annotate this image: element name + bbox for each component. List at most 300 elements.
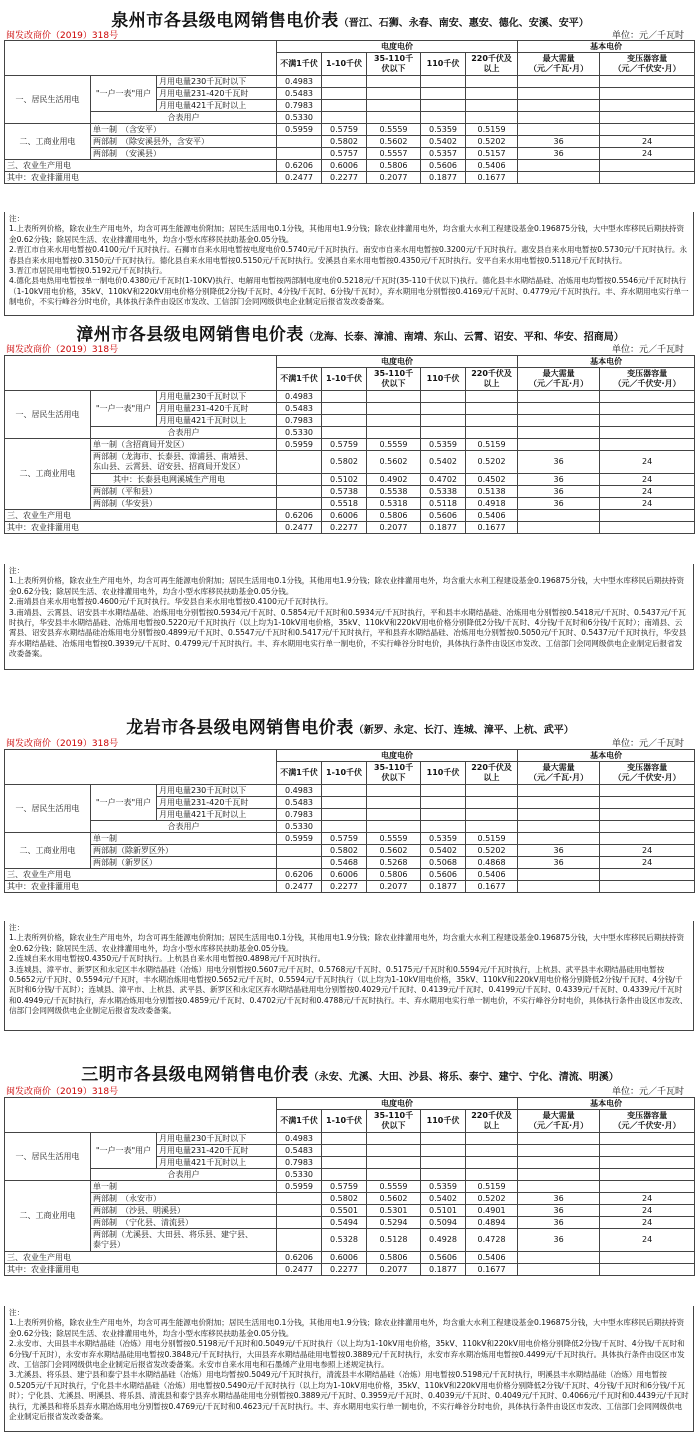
unit-label: 单位：元／千瓦时 bbox=[611, 1087, 684, 1097]
table-title bbox=[0, 1060, 700, 1085]
empty-cell bbox=[518, 439, 600, 451]
price-cell: 0.5606 bbox=[421, 1252, 466, 1264]
empty-cell bbox=[518, 112, 600, 124]
table-title-counties: （晋江、石狮、永春、南安、惠安、德化、安溪、安平） bbox=[338, 18, 589, 29]
notes-sanming bbox=[4, 1306, 694, 1432]
empty-cell bbox=[466, 821, 518, 833]
price-cell: 0.2077 bbox=[367, 522, 421, 534]
col-header-220kv bbox=[466, 762, 518, 785]
row-label-single-rate: 单一制（含招商局开发区） bbox=[91, 439, 277, 451]
empty-cell bbox=[600, 809, 695, 821]
row-label-two-part: 两部制（新罗区） bbox=[91, 857, 277, 869]
empty-cell bbox=[518, 427, 600, 439]
price-cell: 0.5602 bbox=[367, 136, 421, 148]
price-cell: 0.5138 bbox=[466, 486, 518, 498]
col-header-energy-price: 电度电价 bbox=[277, 356, 518, 368]
row-group-residential: 一、居民生活用电 bbox=[5, 76, 91, 124]
transformer-cell: 24 bbox=[600, 486, 695, 498]
price-cell: 0.1677 bbox=[466, 172, 518, 184]
col-header-max-demand bbox=[518, 762, 600, 785]
price-cell: 0.5159 bbox=[466, 439, 518, 451]
empty-cell bbox=[421, 427, 466, 439]
price-cell: 0.4928 bbox=[421, 1229, 466, 1252]
document-reference: 闽发改商价（2019）318号 bbox=[6, 1087, 119, 1097]
table-title-counties: （永安、尤溪、大田、沙县、将乐、泰宁、建宁、宁化、清流、明溪） bbox=[308, 1072, 619, 1083]
empty-cell bbox=[421, 76, 466, 88]
empty-cell bbox=[367, 100, 421, 112]
col-header-35-110kv-line2: 伏以下 bbox=[381, 773, 406, 782]
price-table-longyan bbox=[4, 749, 695, 893]
empty-cell bbox=[322, 821, 367, 833]
empty-cell bbox=[600, 821, 695, 833]
col-header-220kv-line1: 220千伏及 bbox=[471, 369, 512, 378]
empty-cell bbox=[600, 1264, 695, 1276]
empty-cell bbox=[600, 833, 695, 845]
empty-cell bbox=[367, 415, 421, 427]
col-header-category bbox=[5, 41, 277, 76]
col-header-220kv-line1: 220千伏及 bbox=[471, 1111, 512, 1120]
price-cell: 0.5559 bbox=[367, 124, 421, 136]
notes-heading: 注： bbox=[9, 566, 25, 575]
price-cell: 0.5559 bbox=[367, 439, 421, 451]
document-reference: 闽发改商价（2019）318号 bbox=[6, 31, 119, 41]
price-cell: 0.5959 bbox=[277, 439, 322, 451]
price-cell: 0.5959 bbox=[277, 1181, 322, 1193]
empty-cell bbox=[367, 403, 421, 415]
row-group-one-meter: "一户一表"用户 bbox=[91, 391, 157, 427]
col-header-220kv bbox=[466, 1110, 518, 1133]
empty-cell bbox=[277, 136, 322, 148]
row-label-single-rate: 单一制 bbox=[91, 1181, 277, 1193]
col-header-energy-price: 电度电价 bbox=[277, 41, 518, 53]
price-cell: 0.2477 bbox=[277, 522, 322, 534]
row-label-two-part: 两部制 （沙县、明溪县） bbox=[91, 1205, 277, 1217]
table-title-main: 漳州市各县级电网销售电价表 bbox=[76, 325, 304, 345]
price-cell: 0.1877 bbox=[421, 1264, 466, 1276]
empty-cell bbox=[466, 112, 518, 124]
col-header-1-10kv: 1-10千伏 bbox=[322, 53, 367, 76]
transformer-cell: 24 bbox=[600, 845, 695, 857]
empty-cell bbox=[367, 1169, 421, 1181]
price-cell: 0.4868 bbox=[466, 857, 518, 869]
price-cell: 0.5330 bbox=[277, 427, 322, 439]
price-cell: 0.5483 bbox=[277, 403, 322, 415]
note-item: 2.永安市、大田县丰水期结晶硅（冶炼）用电分别暂按0.5198元/千瓦时和0.5049元/千瓦时执行（以上均为1-10kV用电价格，35kV、110kV和220kV用电价格分别降低2分钱/千瓦时、4分钱/千瓦时和6分钱/千瓦时），永安市弃水期结晶硅用电暂按0.3848元/千瓦时执行，大田县弃水期结晶硅用电暂按0.3889元/千瓦时执行，永安市弃水期冶炼用电暂按0.4499元/千瓦时执行。具体执行条件由设区市发改、工信部门会同网级供电企业制定后报省发改委备案。永安市自来水用电和石墨烯产业用电参照上述规定执行。 bbox=[9, 1339, 685, 1370]
empty-cell bbox=[518, 881, 600, 893]
price-cell: 0.5357 bbox=[421, 148, 466, 160]
price-cell: 0.4894 bbox=[466, 1217, 518, 1229]
row-label-two-part-line2: 东山县、云霄县、诏安县、招商局开发区） bbox=[93, 462, 245, 471]
empty-cell bbox=[600, 427, 695, 439]
price-cell: 0.5068 bbox=[421, 857, 466, 869]
col-header-transformer-line1: 变压器容量 bbox=[627, 763, 668, 772]
col-header-category bbox=[5, 1098, 277, 1133]
transformer-cell: 24 bbox=[600, 857, 695, 869]
empty-cell bbox=[466, 88, 518, 100]
row-label-agri-drainage: 其中：农业排灌用电 bbox=[5, 881, 277, 893]
empty-cell bbox=[421, 785, 466, 797]
notes-zhangzhou bbox=[4, 564, 694, 670]
empty-cell bbox=[322, 391, 367, 403]
row-label-two-part bbox=[91, 1229, 277, 1252]
price-cell: 0.5557 bbox=[367, 148, 421, 160]
empty-cell bbox=[421, 1145, 466, 1157]
empty-cell bbox=[421, 1133, 466, 1145]
row-label-tier1: 月用电量230千瓦时以下 bbox=[157, 76, 277, 88]
empty-cell bbox=[600, 1252, 695, 1264]
price-cell: 0.5330 bbox=[277, 821, 322, 833]
price-cell: 0.5159 bbox=[466, 124, 518, 136]
empty-cell bbox=[600, 172, 695, 184]
notes-heading: 注： bbox=[9, 1308, 25, 1317]
empty-cell bbox=[421, 403, 466, 415]
price-cell: 0.5202 bbox=[466, 451, 518, 474]
empty-cell bbox=[421, 88, 466, 100]
empty-cell bbox=[277, 1193, 322, 1205]
price-cell: 0.6006 bbox=[322, 1252, 367, 1264]
col-header-max-demand-line1: 最大需量 bbox=[542, 369, 575, 378]
col-header-220kv-line2: 以上 bbox=[483, 64, 500, 73]
table-title-counties: （龙海、长泰、漳浦、南靖、东山、云霄、诏安、平和、华安、招商局） bbox=[303, 332, 624, 343]
price-cell: 0.6206 bbox=[277, 869, 322, 881]
col-header-basic-price: 基本电价 bbox=[518, 356, 695, 368]
col-header-220kv-line2: 以上 bbox=[483, 773, 500, 782]
price-cell: 0.6206 bbox=[277, 510, 322, 522]
price-table-zhangzhou bbox=[4, 355, 695, 534]
empty-cell bbox=[421, 809, 466, 821]
price-cell: 0.5330 bbox=[277, 112, 322, 124]
notes-longyan bbox=[4, 921, 694, 1031]
price-cell: 0.5402 bbox=[421, 451, 466, 474]
price-cell: 0.5338 bbox=[421, 486, 466, 498]
row-group-commercial: 二、工商业用电 bbox=[5, 439, 91, 510]
row-label-tier1: 月用电量230千瓦时以下 bbox=[157, 391, 277, 403]
transformer-cell: 24 bbox=[600, 451, 695, 474]
col-header-220kv bbox=[466, 53, 518, 76]
price-cell: 0.6206 bbox=[277, 1252, 322, 1264]
empty-cell bbox=[518, 1169, 600, 1181]
empty-cell bbox=[322, 112, 367, 124]
row-group-commercial: 二、工商业用电 bbox=[5, 124, 91, 160]
price-cell: 0.6006 bbox=[322, 160, 367, 172]
note-item: 2.南靖县自来水用电暂按0.4600元/千瓦时执行。华安县自来水用电暂按0.4100元/千瓦时执行。 bbox=[9, 597, 333, 607]
col-header-1-10kv: 1-10千伏 bbox=[322, 1110, 367, 1133]
empty-cell bbox=[421, 797, 466, 809]
price-cell: 0.5406 bbox=[466, 1252, 518, 1264]
row-label-combined: 合表用户 bbox=[91, 112, 277, 124]
row-label-two-part: 两部制 （安溪县） bbox=[91, 148, 277, 160]
col-header-transformer-line2: （元／千伏安·月） bbox=[613, 1121, 681, 1130]
row-label-tier1: 月用电量230千瓦时以下 bbox=[157, 1133, 277, 1145]
note-item: 3.南靖县、云霄县、诏安县丰水期结晶硅、冶炼用电分别暂按0.5934元/千瓦时、0.5854元/千瓦时和0.5934元/千瓦时执行，平和县丰水期结晶硅、冶炼用电分别暂按0.5418元/千瓦时、0.5437元/千瓦时执行，华安县丰水期结晶硅、冶炼用电暂按0.5220元/千瓦时执行（以上均为1-10kV用电价格，35kV、110kV和220kV用电价格分别降低2分钱/千瓦时、4分钱/千瓦时和6分钱/千瓦时）；南靖县、云霄县、诏安县弃水期结晶硅冶炼用电分别暂按0.4899元/千瓦时、0.5547元/千瓦时和0.5417元/千瓦时执行，平和县弃水期结晶硅、冶炼用电分别暂按0.5050元/千瓦时、0.5437元/千瓦时执行，华安县弃水期结晶硅、冶炼用电暂按0.3939元/千瓦时、0.4799元/千瓦时执行。丰、弃水期用电实行单一制电价，不实行峰谷分时电价，具体执行条件由设区市发改、工信部门会同网级供电企业制定后报省发改委备案。 bbox=[9, 607, 687, 659]
empty-cell bbox=[600, 100, 695, 112]
max-demand-cell: 36 bbox=[518, 451, 600, 474]
col-header-220kv-line1: 220千伏及 bbox=[471, 763, 512, 772]
empty-cell bbox=[600, 439, 695, 451]
empty-cell bbox=[367, 821, 421, 833]
empty-cell bbox=[518, 100, 600, 112]
empty-cell bbox=[367, 1157, 421, 1169]
empty-cell bbox=[367, 797, 421, 809]
empty-cell bbox=[322, 76, 367, 88]
document-reference: 闽发改商价（2019）318号 bbox=[6, 739, 119, 749]
price-cell: 0.5738 bbox=[322, 486, 367, 498]
price-cell: 0.4902 bbox=[367, 474, 421, 486]
price-cell: 0.2077 bbox=[367, 881, 421, 893]
empty-cell bbox=[322, 797, 367, 809]
empty-cell bbox=[518, 821, 600, 833]
empty-cell bbox=[518, 797, 600, 809]
price-cell: 0.7983 bbox=[277, 415, 322, 427]
price-cell: 0.5494 bbox=[322, 1217, 367, 1229]
max-demand-cell: 36 bbox=[518, 474, 600, 486]
empty-cell bbox=[277, 474, 322, 486]
price-cell: 0.4983 bbox=[277, 76, 322, 88]
col-header-transformer bbox=[600, 368, 695, 391]
empty-cell bbox=[322, 785, 367, 797]
price-cell: 0.5757 bbox=[322, 148, 367, 160]
price-cell: 0.5359 bbox=[421, 439, 466, 451]
empty-cell bbox=[322, 1133, 367, 1145]
price-cell: 0.5602 bbox=[367, 451, 421, 474]
price-cell: 0.1677 bbox=[466, 1264, 518, 1276]
transformer-cell: 24 bbox=[600, 1229, 695, 1252]
price-cell: 0.5406 bbox=[466, 160, 518, 172]
notes-heading: 注： bbox=[9, 214, 25, 223]
max-demand-cell: 36 bbox=[518, 136, 600, 148]
table-title-counties: （新罗、永定、长汀、连城、漳平、上杭、武平） bbox=[353, 725, 574, 736]
price-cell: 0.5802 bbox=[322, 451, 367, 474]
max-demand-cell: 36 bbox=[518, 486, 600, 498]
price-cell: 0.5759 bbox=[322, 833, 367, 845]
empty-cell bbox=[322, 403, 367, 415]
note-item: 3.尤溪县、将乐县、建宁县和泰宁县丰水期结晶硅（冶炼）用电均暂按0.5049元/千瓦时执行，清流县丰水期结晶硅（冶炼）用电暂按0.5198元/千瓦时执行，明溪县丰水期结晶硅（冶炼）用电暂按0.5205元/千瓦时执行，宁化县丰水期结晶硅（冶炼）用电暂按0.5490元/千瓦时执行（以上均为1-10kV用电价格，35kV、110kV和220kV用电价格分别降低2分钱/千瓦时、4分钱/千瓦时和6分钱/千瓦时）；宁化县、尤溪县、明溪县、将乐县、清流县和泰宁县弃水期结晶硅用电分别暂按0.3889元/千瓦时、0.3959元/千瓦时、0.4039元/千瓦时、0.4049元/千瓦时、0.4066元/千瓦时和0.4439元/千瓦时执行，尤溪县和将乐县弃水期冶炼用电分别暂按0.4769元/千瓦时和0.4623元/千瓦时执行。丰、弃水期用电实行单一制电价，不实行峰谷分时电价，具体执行条件由设区市发改、工信部门会同网级供电企业制定后报省发改委备案。 bbox=[9, 1370, 689, 1422]
price-cell: 0.5559 bbox=[367, 833, 421, 845]
col-header-max-demand bbox=[518, 53, 600, 76]
empty-cell bbox=[466, 415, 518, 427]
empty-cell bbox=[518, 869, 600, 881]
empty-cell bbox=[322, 1145, 367, 1157]
price-cell: 0.2077 bbox=[367, 172, 421, 184]
empty-cell bbox=[518, 809, 600, 821]
empty-cell bbox=[466, 1169, 518, 1181]
col-header-transformer-line1: 变压器容量 bbox=[627, 369, 668, 378]
empty-cell bbox=[518, 833, 600, 845]
row-label-tier3: 月用电量421千瓦时以上 bbox=[157, 100, 277, 112]
empty-cell bbox=[518, 1157, 600, 1169]
price-cell: 0.5802 bbox=[322, 1193, 367, 1205]
price-cell: 0.5759 bbox=[322, 1181, 367, 1193]
unit-label: 单位：元／千瓦时 bbox=[611, 31, 684, 41]
col-header-1-10kv: 1-10千伏 bbox=[322, 368, 367, 391]
price-cell: 0.4983 bbox=[277, 1133, 322, 1145]
empty-cell bbox=[518, 391, 600, 403]
empty-cell bbox=[600, 797, 695, 809]
col-header-max-demand-line1: 最大需量 bbox=[542, 54, 575, 63]
table-title-main: 泉州市各县级电网销售电价表 bbox=[111, 11, 339, 31]
price-cell: 0.5402 bbox=[421, 1193, 466, 1205]
col-header-110kv: 110千伏 bbox=[421, 368, 466, 391]
col-header-110kv: 110千伏 bbox=[421, 1110, 466, 1133]
price-cell: 0.5806 bbox=[367, 869, 421, 881]
row-label-tier3: 月用电量421千瓦时以上 bbox=[157, 415, 277, 427]
price-cell: 0.5406 bbox=[466, 869, 518, 881]
price-cell: 0.2477 bbox=[277, 1264, 322, 1276]
empty-cell bbox=[322, 415, 367, 427]
row-label-agri-drainage: 其中：农业排灌用电 bbox=[5, 522, 277, 534]
price-cell: 0.7983 bbox=[277, 1157, 322, 1169]
col-header-category bbox=[5, 356, 277, 391]
empty-cell bbox=[322, 809, 367, 821]
empty-cell bbox=[518, 76, 600, 88]
col-header-35-110kv bbox=[367, 53, 421, 76]
price-cell: 0.5468 bbox=[322, 857, 367, 869]
empty-cell bbox=[600, 415, 695, 427]
empty-cell bbox=[518, 522, 600, 534]
empty-cell bbox=[367, 112, 421, 124]
price-cell: 0.4918 bbox=[466, 498, 518, 510]
row-label-tier3: 月用电量421千瓦时以上 bbox=[157, 1157, 277, 1169]
max-demand-cell: 36 bbox=[518, 1229, 600, 1252]
price-cell: 0.5959 bbox=[277, 833, 322, 845]
row-label-two-part: 两部制 （永安市） bbox=[91, 1193, 277, 1205]
price-cell: 0.6006 bbox=[322, 510, 367, 522]
empty-cell bbox=[600, 881, 695, 893]
row-group-commercial: 二、工商业用电 bbox=[5, 1181, 91, 1252]
max-demand-cell: 36 bbox=[518, 1217, 600, 1229]
col-header-35-110kv bbox=[367, 762, 421, 785]
empty-cell bbox=[421, 1157, 466, 1169]
col-header-110kv: 110千伏 bbox=[421, 762, 466, 785]
transformer-cell: 24 bbox=[600, 1193, 695, 1205]
col-header-35-110kv bbox=[367, 368, 421, 391]
transformer-cell: 24 bbox=[600, 148, 695, 160]
col-header-transformer bbox=[600, 762, 695, 785]
price-cell: 0.5483 bbox=[277, 88, 322, 100]
col-header-max-demand-line2: （元／千瓦·月） bbox=[529, 64, 589, 73]
empty-cell bbox=[466, 76, 518, 88]
col-header-35-110kv bbox=[367, 1110, 421, 1133]
transformer-cell: 24 bbox=[600, 498, 695, 510]
empty-cell bbox=[600, 76, 695, 88]
max-demand-cell: 36 bbox=[518, 148, 600, 160]
price-cell: 0.5101 bbox=[421, 1205, 466, 1217]
price-cell: 0.5157 bbox=[466, 148, 518, 160]
empty-cell bbox=[600, 1133, 695, 1145]
price-cell: 0.5518 bbox=[322, 498, 367, 510]
price-cell: 0.5330 bbox=[277, 1169, 322, 1181]
col-header-max-demand-line2: （元／千瓦·月） bbox=[529, 773, 589, 782]
transformer-cell: 24 bbox=[600, 1217, 695, 1229]
price-cell: 0.5806 bbox=[367, 1252, 421, 1264]
col-header-energy-price: 电度电价 bbox=[277, 1098, 518, 1110]
row-label-tier2: 月用电量231-420千瓦时 bbox=[157, 797, 277, 809]
price-cell: 0.5118 bbox=[421, 498, 466, 510]
transformer-cell: 24 bbox=[600, 1205, 695, 1217]
notes-quanzhou bbox=[4, 212, 694, 316]
price-cell: 0.2477 bbox=[277, 881, 322, 893]
empty-cell bbox=[277, 1217, 322, 1229]
note-item: 3.晋江市居民用电暂按0.5192元/千瓦时执行。 bbox=[9, 266, 167, 276]
empty-cell bbox=[518, 1252, 600, 1264]
empty-cell bbox=[277, 486, 322, 498]
price-cell: 0.7983 bbox=[277, 809, 322, 821]
col-header-transformer bbox=[600, 1110, 695, 1133]
col-header-under-1kv: 不满1千伏 bbox=[277, 762, 322, 785]
row-label-combined: 合表用户 bbox=[91, 1169, 277, 1181]
empty-cell bbox=[518, 1133, 600, 1145]
empty-cell bbox=[277, 1229, 322, 1252]
price-cell: 0.5759 bbox=[322, 124, 367, 136]
transformer-cell: 24 bbox=[600, 136, 695, 148]
price-cell: 0.5806 bbox=[367, 160, 421, 172]
col-header-220kv-line1: 220千伏及 bbox=[471, 54, 512, 63]
col-header-max-demand bbox=[518, 368, 600, 391]
price-cell: 0.6006 bbox=[322, 869, 367, 881]
price-cell: 0.5759 bbox=[322, 439, 367, 451]
price-cell: 0.2277 bbox=[322, 881, 367, 893]
col-header-basic-price: 基本电价 bbox=[518, 1098, 695, 1110]
note-item: 1.上表所列价格，除农业生产用电外，均含可再生能源电价附加；居民生活用电0.1分钱，其他用电1.9分钱；除农业排灌用电外，均含重大水利工程建设基金0.196875分钱，大中型水库移民后期扶持资金0.62分钱；除居民生活、农业排灌用电外，均含小型水库移民扶助基金0.05分钱。 bbox=[9, 933, 685, 953]
row-label-two-part bbox=[91, 451, 277, 474]
price-cell: 0.5802 bbox=[322, 845, 367, 857]
empty-cell bbox=[518, 415, 600, 427]
empty-cell bbox=[421, 112, 466, 124]
col-header-110kv: 110千伏 bbox=[421, 53, 466, 76]
empty-cell bbox=[600, 160, 695, 172]
empty-cell bbox=[322, 1157, 367, 1169]
empty-cell bbox=[367, 427, 421, 439]
row-label-agri-drainage: 其中：农业排灌用电 bbox=[5, 172, 277, 184]
price-cell: 0.5159 bbox=[466, 833, 518, 845]
price-cell: 0.5359 bbox=[421, 833, 466, 845]
empty-cell bbox=[322, 1169, 367, 1181]
row-label-two-part: 两部制 （宁化县、清流县） bbox=[91, 1217, 277, 1229]
note-item: 1.上表所列价格，除农业生产用电外，均含可再生能源电价附加；居民生活用电0.1分钱，其他用电1.9分钱；除农业排灌用电外，均含重大水利工程建设基金0.196875分钱，大中型水库移民后期扶持资金0.62分钱；除居民生活、农业排灌用电外，均含小型水库移民扶助基金0.05分钱。 bbox=[9, 1318, 685, 1338]
empty-cell bbox=[367, 391, 421, 403]
note-item: 4.德化县电热用电暂按单一制电价0.4380元/千瓦时(1-10KV)执行、电解用电暂按两部制电度电价0.5218元/千瓦时(35-110千伏以下)执行。德化县丰水期结晶硅、冶炼用电均暂按0.5546元/千瓦时执行（1-10kV用电价格，35kV、110kV和220kV用电价格分别降低2分钱/千瓦时、4分钱/千瓦时、6分钱/千瓦时），弃水期用电分别暂按0.4169元/千瓦时、0.4779元/千瓦时执行。丰、弃水期用电实行单一制电价，不实行峰谷分时电价，具体执行条件由设区市发改、工信部门会同网级供电企业制定后报省发改委备案。 bbox=[9, 276, 689, 307]
row-label-combined: 合表用户 bbox=[91, 821, 277, 833]
col-header-transformer-line1: 变压器容量 bbox=[627, 1111, 668, 1120]
col-header-35-110kv-line2: 伏以下 bbox=[381, 1121, 406, 1130]
col-header-basic-price: 基本电价 bbox=[518, 41, 695, 53]
empty-cell bbox=[277, 451, 322, 474]
col-header-transformer-line2: （元／千伏安·月） bbox=[613, 773, 681, 782]
row-label-tier2: 月用电量231-420千瓦时 bbox=[157, 88, 277, 100]
empty-cell bbox=[466, 797, 518, 809]
empty-cell bbox=[421, 1169, 466, 1181]
row-label-two-part: 两部制 （除安溪县外，含安平） bbox=[91, 136, 277, 148]
empty-cell bbox=[600, 391, 695, 403]
price-cell: 0.5402 bbox=[421, 845, 466, 857]
row-label-agri-drainage: 其中：农业排灌用电 bbox=[5, 1264, 277, 1276]
col-header-under-1kv: 不满1千伏 bbox=[277, 53, 322, 76]
price-cell: 0.5606 bbox=[421, 869, 466, 881]
document-reference: 闽发改商价（2019）318号 bbox=[6, 345, 119, 355]
price-cell: 0.1877 bbox=[421, 522, 466, 534]
empty-cell bbox=[466, 1133, 518, 1145]
price-cell: 0.5501 bbox=[322, 1205, 367, 1217]
price-table-quanzhou bbox=[4, 40, 695, 184]
empty-cell bbox=[518, 1181, 600, 1193]
row-label-single-rate: 单一制 （含安平） bbox=[91, 124, 277, 136]
price-cell: 0.5406 bbox=[466, 510, 518, 522]
empty-cell bbox=[600, 403, 695, 415]
empty-cell bbox=[600, 510, 695, 522]
col-header-transformer-line2: （元／千伏安·月） bbox=[613, 64, 681, 73]
col-header-transformer-line1: 变压器容量 bbox=[627, 54, 668, 63]
col-header-energy-price: 电度电价 bbox=[277, 750, 518, 762]
